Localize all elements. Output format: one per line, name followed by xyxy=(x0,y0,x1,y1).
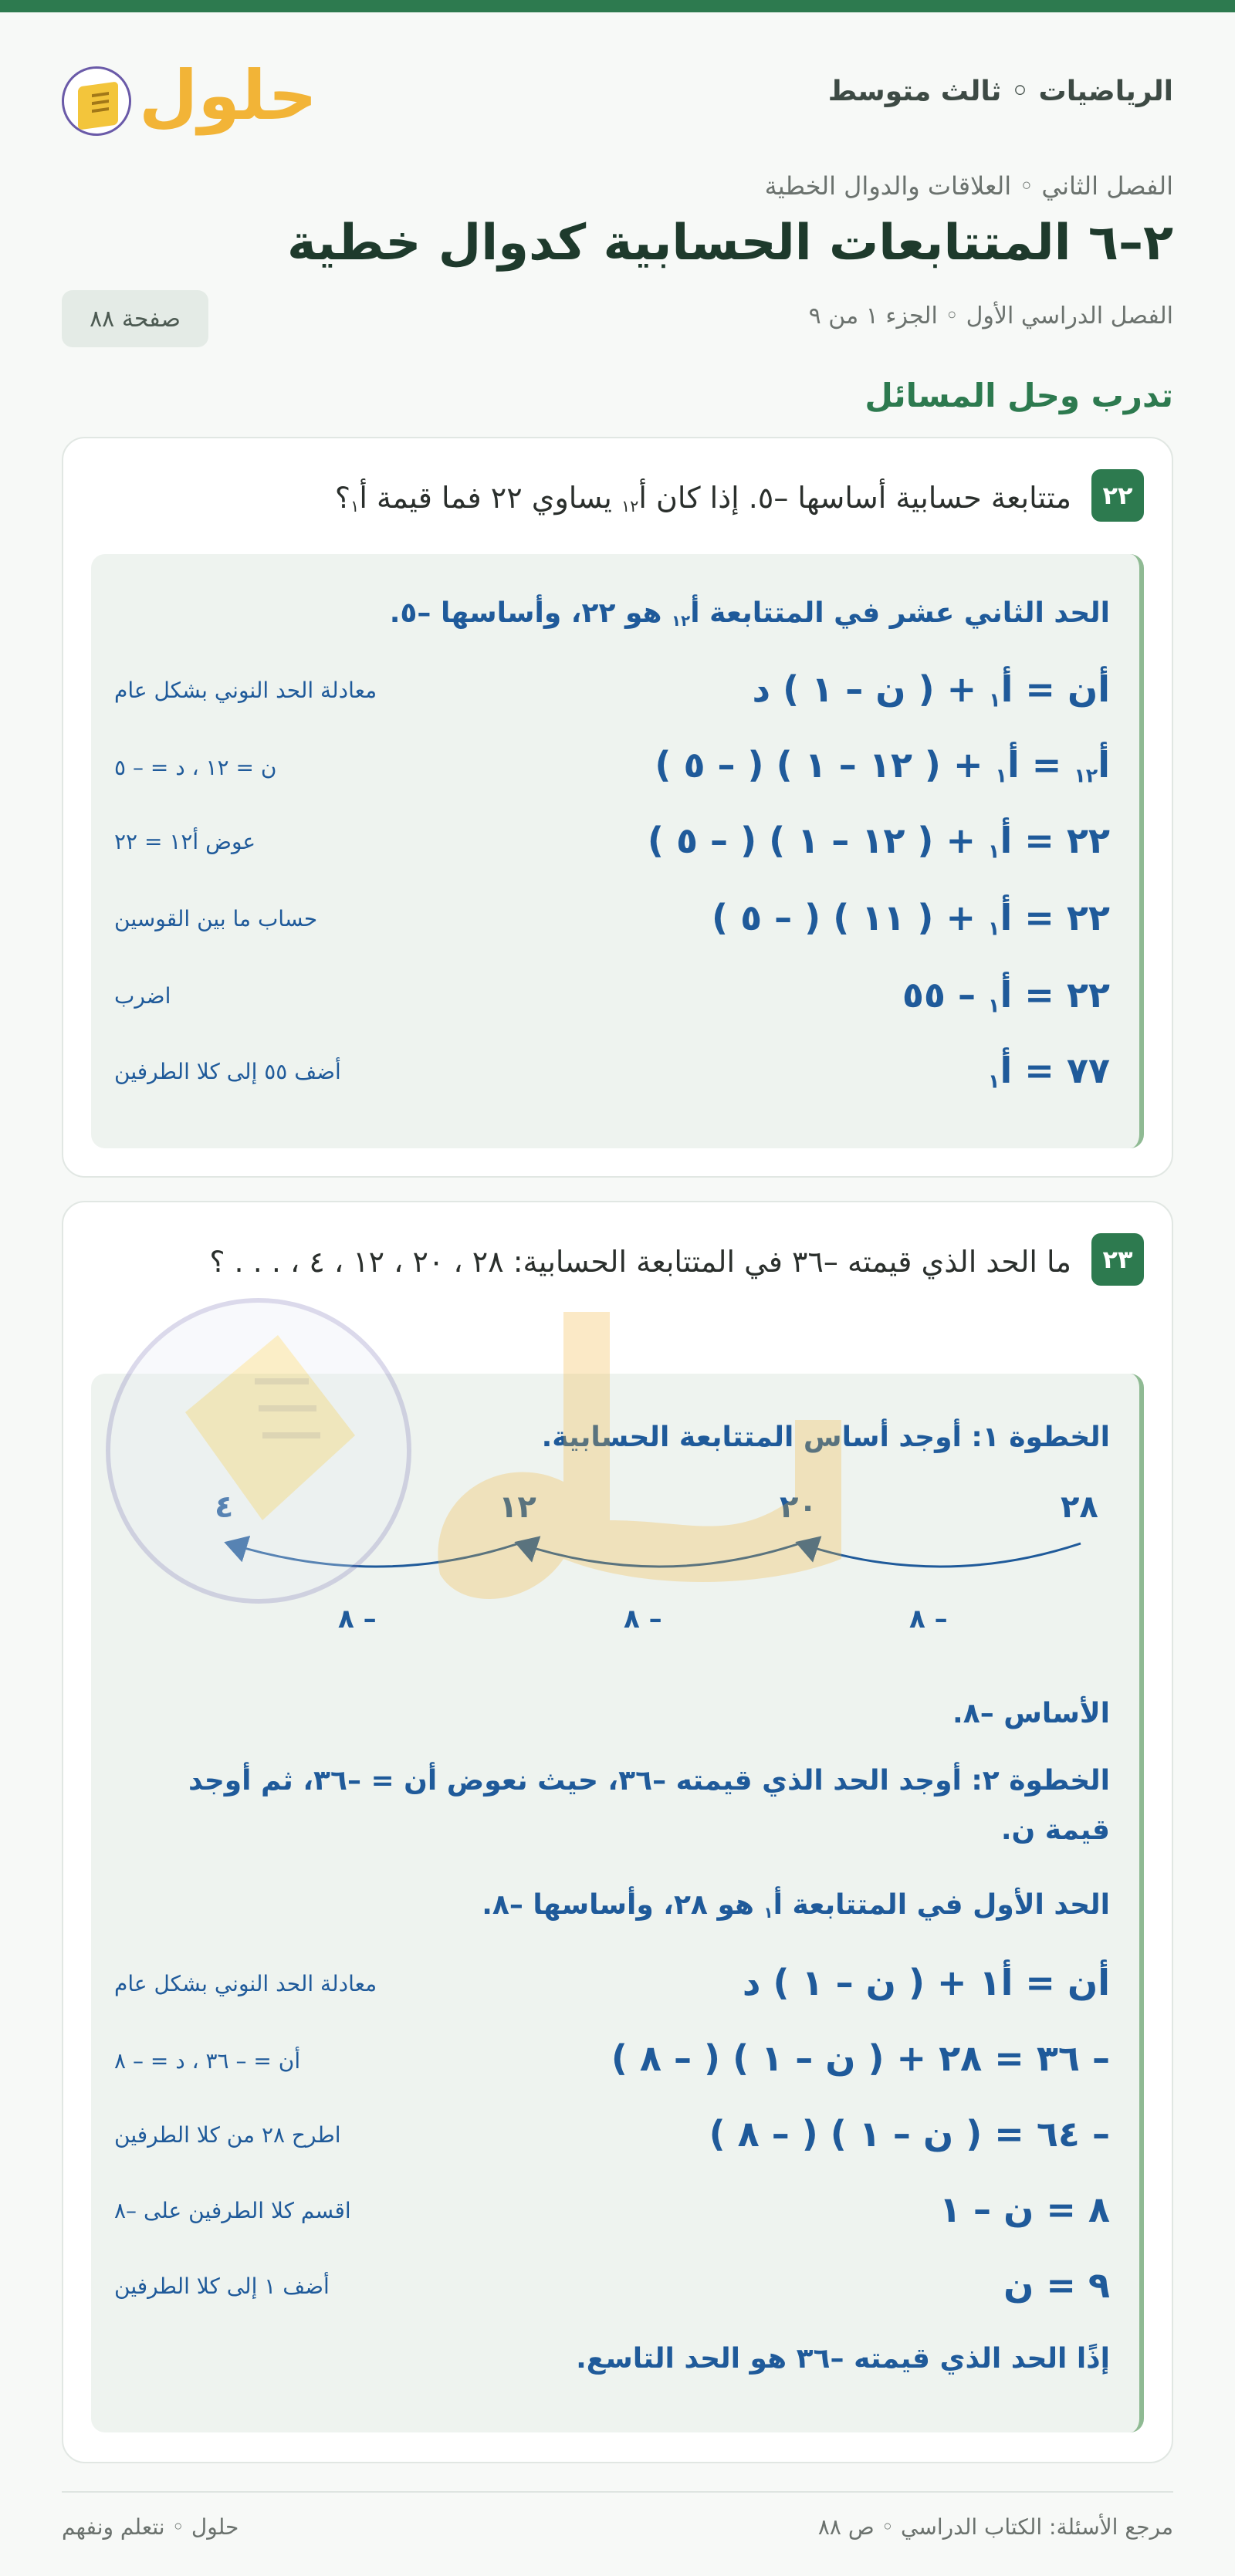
semester-label: الفصل الدراسي الأول ◦ الجزء ١ من ٩ xyxy=(808,303,1173,330)
footer-divider xyxy=(62,2491,1173,2493)
solution-panel xyxy=(91,1374,1144,2432)
page-number-badge: صفحة ٨٨ xyxy=(62,290,208,347)
equation-step: ٧٧ = أ$_١$ xyxy=(988,1050,1110,1093)
book-icon xyxy=(78,81,118,130)
equation-step: ٢٢ = أ$_١$ + ( ١٢ – ١ ) ( – ٥ ) xyxy=(647,820,1110,863)
chapter-label: الفصل الثاني ◦ العلاقات والدوال الخطية xyxy=(764,171,1173,201)
solution-intro: الحد الثاني عشر في المتتابعة أ$_{١٢}$ هو ٢٢، وأساسها –٥. xyxy=(389,597,1110,630)
sequence-term: ٢٨ xyxy=(1061,1489,1098,1525)
step-note: معادلة الحد النوني بشكل عام xyxy=(114,1971,377,1996)
top-accent-bar xyxy=(0,0,1235,12)
question-card-23 xyxy=(62,1201,1173,2463)
subject-label: الرياضيات ◦ ثالث متوسط xyxy=(827,76,1173,107)
footer-brand[interactable]: حلول ◦ نتعلم ونفهم xyxy=(62,2514,239,2540)
sequence-term: ٢٠ xyxy=(780,1489,817,1525)
equation-step: ٢٢ = أ$_١$ – ٥٥ xyxy=(902,974,1110,1017)
equation-step: أ$_{١٢}$ = أ$_١$ + ( ١٢ – ١ ) ( – ٥ ) xyxy=(655,744,1110,787)
sequence-difference-diagram xyxy=(137,1489,1098,1690)
equation-step: أن = أ١ + ( ن – ١ ) د xyxy=(742,1962,1110,2003)
arrow-12-4 xyxy=(228,1543,519,1567)
page-title: ٢–٦ المتتابعات الحسابية كدوال خطية xyxy=(287,215,1173,272)
footer-reference: مرجع الأسئلة: الكتاب الدراسي ◦ ص ٨٨ xyxy=(817,2514,1173,2540)
step-note: أضف ٥٥ إلى كلا الطرفين xyxy=(114,1059,341,1084)
equation-step: – ٦٤ = ( ن – ١ ) ( – ٨ ) xyxy=(709,2113,1110,2155)
step-note: ن = ١٢ ، د = – ٥ xyxy=(114,755,277,780)
arrow-20-12 xyxy=(519,1543,800,1567)
conclusion: إذًا الحد الذي قيمته –٣٦ هو الحد التاسع. xyxy=(576,2343,1110,2375)
step-note: اطرح ٢٨ من كلا الطرفين xyxy=(114,2122,341,2148)
difference-label: – ٨ xyxy=(624,1604,662,1635)
step-note: معادلة الحد النوني بشكل عام xyxy=(114,678,377,703)
sequence-term: ٤ xyxy=(215,1489,234,1525)
logo-emblem xyxy=(62,66,131,136)
step-note: اضرب xyxy=(114,983,171,1009)
section-title: تدرب وحل المسائل xyxy=(864,377,1173,414)
equation-step: ٨ = ن – ١ xyxy=(939,2189,1110,2230)
step-note: حساب ما بين القوسين xyxy=(114,906,318,931)
first-term-statement: الحد الأول في المتتابعة أ$_١$ هو ٢٨، وأساسها –٨. xyxy=(482,1889,1110,1922)
common-difference: الأساس –٨. xyxy=(952,1698,1110,1729)
equation-step: – ٣٦ = ٢٨ + ( ن – ١ ) ( – ٨ ) xyxy=(611,2037,1110,2079)
solution-panel xyxy=(91,554,1144,1148)
equation-step: ٩ = ن xyxy=(1003,2264,1110,2306)
question-text: ما الحد الذي قيمته –٣٦ في المتتابعة الحسابية: ٢٨ ، ٢٠ ، ١٢ ، ٤ ، . . . ؟ xyxy=(209,1245,1071,1279)
step-heading: الخطوة ١: أوجد أساس المتتابعة الحسابية. xyxy=(541,1422,1110,1453)
page-header xyxy=(62,46,1173,154)
step-note: أن = – ٣٦ ، د = – ٨ xyxy=(114,2048,301,2074)
difference-label: – ٨ xyxy=(909,1604,948,1635)
difference-arrows xyxy=(137,1489,1113,1690)
brand-logo[interactable] xyxy=(62,56,317,147)
equation-step: ٢٢ = أ$_١$ + ( ١١ ) ( – ٥ ) xyxy=(712,897,1110,940)
step-heading: الخطوة ٢: أوجد الحد الذي قيمته –٣٦، حيث نعوض أن = –٣٦، ثم أوجد قيمة ن. xyxy=(188,1765,1110,1846)
difference-label: – ٨ xyxy=(338,1604,377,1635)
sequence-term: ١٢ xyxy=(499,1489,536,1525)
question-text: متتابعة حسابية أساسها –٥. إذا كان أ$_{١٢}$ يساوي ٢٢ فما قيمة أ$_١$؟ xyxy=(334,481,1071,516)
step-note: عوض أ١٢ = ٢٢ xyxy=(114,829,256,854)
arrow-28-20 xyxy=(800,1543,1081,1567)
logo-wordmark: حلول xyxy=(139,56,317,135)
question-number-badge: ٢٢ xyxy=(1091,469,1144,522)
question-card-22 xyxy=(62,437,1173,1178)
equation-step: أن = أ$_١$ + ( ن – ١ ) د xyxy=(752,668,1110,712)
step-note: أضف ١ إلى كلا الطرفين xyxy=(114,2273,330,2299)
question-number-badge: ٢٣ xyxy=(1091,1233,1144,1286)
step-note: اقسم كلا الطرفين على –٨ xyxy=(114,2198,351,2223)
